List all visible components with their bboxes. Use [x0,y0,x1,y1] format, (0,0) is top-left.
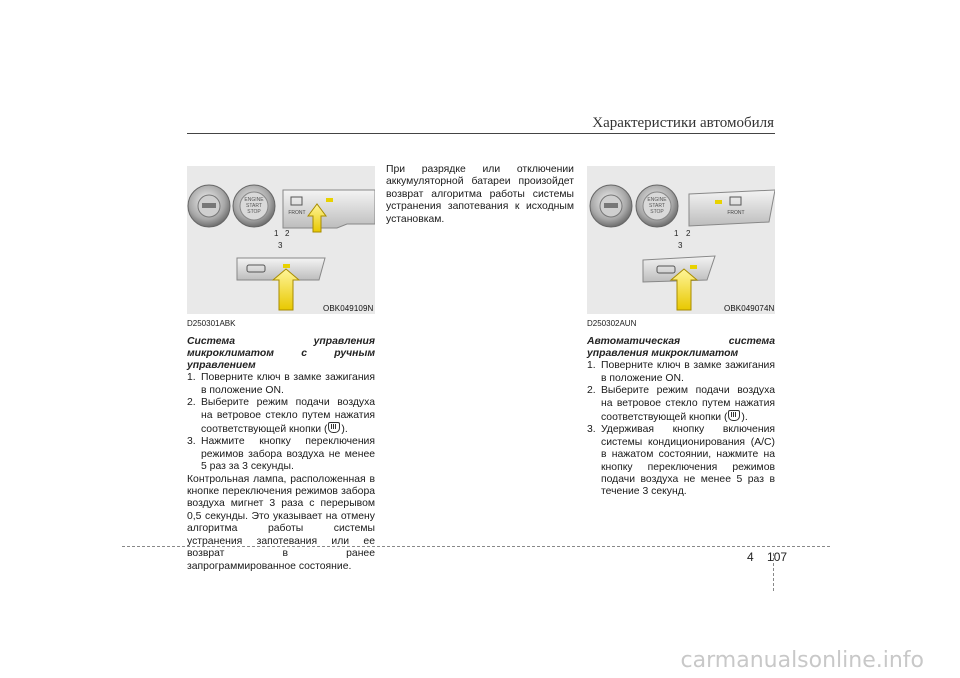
front-defrost-panel [689,190,775,226]
list-item [187,436,375,473]
defrost-icon [728,410,740,421]
list-item [187,397,375,436]
start-button-text-2: START [246,203,262,209]
left-column [187,318,375,573]
paragraph: Контрольная лампа, расположенная в кнопке переключения режимов забора воздуха мигнет 3 раза с перерывом 0,5 секунды. Это указывает на отмену алгоритма работы системы устранения запотевания или ее возврат в ранее запрограммированное состояние. [187,473,375,572]
list-item-text: Нажмите кнопку переключения режимов забора воздуха не менее 5 раз за 3 секунды. [201,436,375,473]
list-item-number: 3. [587,424,596,436]
callout-1: 1 [274,229,279,238]
footer-vertical-rule [773,553,774,591]
start-button-text-2: START [649,203,665,209]
list-item-text [601,385,775,424]
callout-1: 1 [674,229,679,238]
figure-illustration [587,166,775,314]
start-button-text-3: STOP [650,209,664,215]
page-number-value: 107 [767,550,788,564]
list-item-number: 2. [587,385,596,397]
list-item-text-post: ). [741,412,748,424]
start-button-text-3: STOP [247,209,261,215]
header-rule [187,133,775,134]
section-code: D250302AUN [587,319,637,328]
list-item-text-post: ). [341,424,348,436]
list-item-number: 1. [187,372,196,384]
figure-manual-climate [187,166,375,314]
callout-2: 2 [686,229,691,238]
footer-rule [122,546,830,547]
list-item-text [201,397,375,436]
list-item-number: 1. [587,360,596,372]
defrost-icon [328,422,340,433]
figure-right-code: OBK049074N [724,304,775,313]
figure-illustration [187,166,375,314]
watermark: carmanualsonline.info [680,648,924,673]
callout-2: 2 [285,229,290,238]
start-button-text-1: ENGINE [244,197,264,203]
section-title: Система управления микроклиматом с ручным управлением [187,336,375,372]
list-item [587,385,775,424]
list-item-text: Поверните ключ в замке зажигания в положение ON. [201,372,375,396]
middle-column [386,164,574,226]
list-item [587,360,775,385]
list-item-text-pre: Выберите режим подачи воздуха на ветровое стекло путем нажатия соответствующей кнопки ( [601,385,775,424]
section-title: Автоматическая система управления микроклиматом [587,336,775,360]
callout-3: 3 [678,241,683,250]
page-header-title: Характеристики автомобиля [592,115,774,131]
front-panel-text: FRONT [288,210,306,216]
list-item-number: 3. [187,436,196,448]
right-column [587,318,775,499]
start-button-text-1: ENGINE [647,197,667,203]
section-code: D250301ABK [187,319,236,328]
chapter-number: 4 [747,550,754,564]
front-defrost-panel [283,190,375,228]
list-item-text: Поверните ключ в замке зажигания в положение ON. [601,360,775,384]
list-item-number: 2. [187,397,196,409]
list-item-text-pre: Выберите режим подачи воздуха на ветровое стекло путем нажатия соответствующей кнопки ( [201,397,375,436]
page-number [747,550,787,564]
paragraph: При разрядке или отключении аккумуляторной батареи произойдет возврат алгоритма работы системы устранения запотевания к исходным установкам. [386,164,574,225]
figure-auto-climate [587,166,775,314]
list-item [187,372,375,397]
list-item [587,424,775,498]
front-panel-text: FRONT [727,210,745,216]
list-item-text: Удерживая кнопку включения системы кондиционирования (A/C) в нажатом состоянии, нажмите на кнопку переключения режимов подачи воздуха не менее 5 раз в течение 3 секунд. [601,424,775,498]
callout-3: 3 [278,241,283,250]
figure-left-code: OBK049109N [323,304,374,313]
